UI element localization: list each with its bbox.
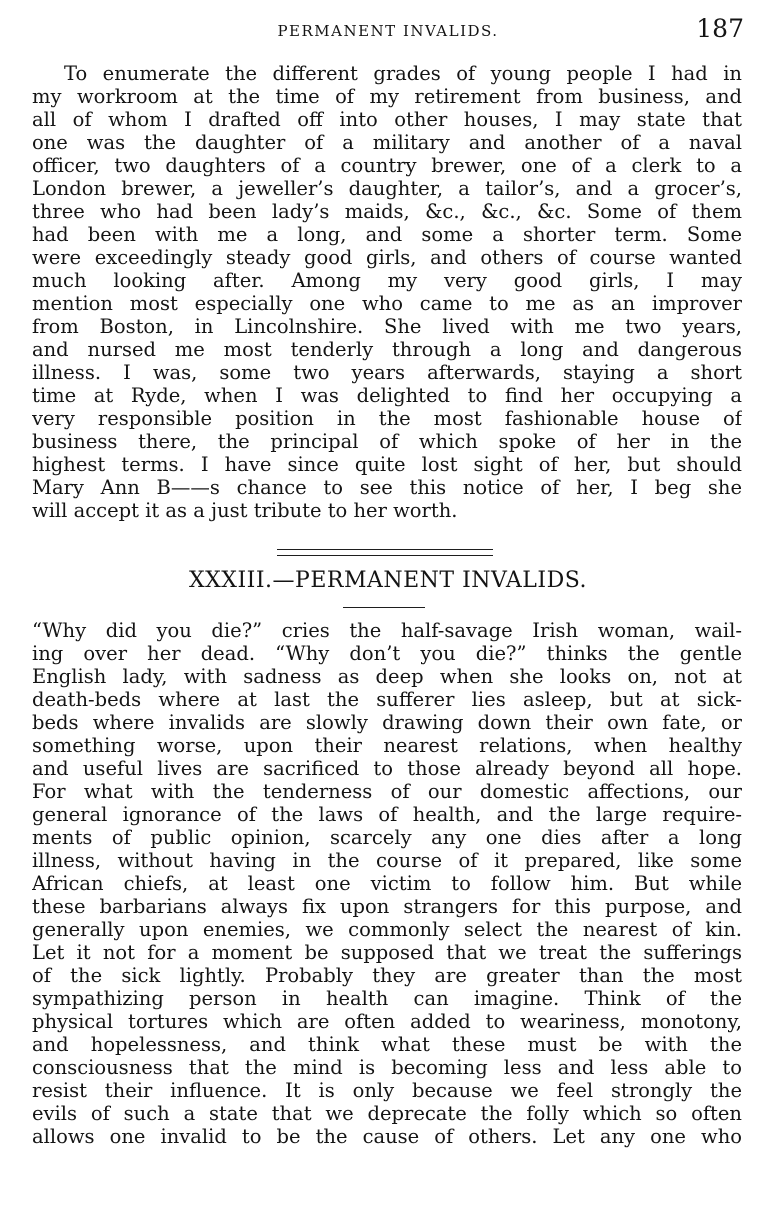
- text-line: sympathizing person in health can imagine. Think of the: [32, 987, 742, 1010]
- text-line: death-beds where at last the sufferer lies asleep, but at sick-: [32, 688, 742, 711]
- section-title: XXXIII.—PERMANENT INVALIDS.: [188, 568, 588, 593]
- text-line: mention most especially one who came to me as an improver: [32, 292, 742, 315]
- text-line: “Why did you die?” cries the half-savage Irish woman, wail-: [32, 619, 742, 642]
- text-line: Mary Ann B——s chance to see this notice of her, I beg she: [32, 476, 742, 499]
- page-number: 187: [696, 14, 744, 43]
- text-line: one was the daughter of a military and another of a naval: [32, 131, 742, 154]
- running-head: [30, 14, 746, 42]
- text-line: African chiefs, at least one victim to follow him. But while: [32, 872, 742, 895]
- text-line: London brewer, a jeweller’s daughter, a tailor’s, and a grocer’s,: [32, 177, 742, 200]
- text-line: illness. I was, some two years afterwards, staying a short: [32, 361, 742, 384]
- text-line: had been with me a long, and some a shorter term. Some: [32, 223, 742, 246]
- text-line: business there, the principal of which spoke of her in the: [32, 430, 742, 453]
- paragraph-permanent-invalids: [32, 619, 742, 1148]
- section-title-underline: [343, 607, 425, 608]
- text-line: and nursed me most tenderly through a long and dangerous: [32, 338, 742, 361]
- text-line: consciousness that the mind is becoming less and less able to: [32, 1056, 742, 1079]
- text-line: very responsible position in the most fashionable house of: [32, 407, 742, 430]
- text-line: ing over her dead. “Why don’t you die?” thinks the gentle: [32, 642, 742, 665]
- text-line: To enumerate the different grades of young people I had in: [64, 62, 742, 85]
- text-line: and useful lives are sacrificed to those already beyond all hope.: [32, 757, 742, 780]
- running-title: PERMANENT INVALIDS.: [277, 22, 499, 40]
- text-line: and hopelessness, and think what these must be with the: [32, 1033, 742, 1056]
- text-line: time at Ryde, when I was delighted to find her occupying a: [32, 384, 742, 407]
- text-line: ments of public opinion, scarcely any one dies after a long: [32, 826, 742, 849]
- paragraph-retirement-apprentices: [32, 62, 742, 522]
- text-line: evils of such a state that we deprecate the folly which so often: [32, 1102, 742, 1125]
- text-line: will accept it as a just tribute to her worth.: [32, 499, 458, 522]
- text-line: physical tortures which are often added to weariness, monotony,: [32, 1010, 742, 1033]
- text-line: were exceedingly steady good girls, and others of course wanted: [32, 246, 742, 269]
- text-line: illness, without having in the course of it prepared, like some: [32, 849, 742, 872]
- text-line: three who had been lady’s maids, &c., &c., &c. Some of them: [32, 200, 742, 223]
- text-line: resist their influence. It is only because we feel strongly the: [32, 1079, 742, 1102]
- text-line: For what with the tenderness of our domestic affections, our: [32, 780, 742, 803]
- text-line: beds where invalids are slowly drawing down their own fate, or: [32, 711, 742, 734]
- text-line: something worse, upon their nearest relations, when healthy: [32, 734, 742, 757]
- text-line: my workroom at the time of my retirement from business, and: [32, 85, 742, 108]
- text-line: all of whom I drafted off into other houses, I may state that: [32, 108, 742, 131]
- text-line: much looking after. Among my very good girls, I may: [32, 269, 742, 292]
- text-line: these barbarians always fix upon strangers for this purpose, and: [32, 895, 742, 918]
- text-line: generally upon enemies, we commonly select the nearest of kin.: [32, 918, 742, 941]
- text-line: English lady, with sadness as deep when she looks on, not at: [32, 665, 742, 688]
- text-line: Let it not for a moment be supposed that we treat the sufferings: [32, 941, 742, 964]
- text-line: officer, two daughters of a country brewer, one of a clerk to a: [32, 154, 742, 177]
- text-line: highest terms. I have since quite lost sight of her, but should: [32, 453, 742, 476]
- text-line: from Boston, in Lincolnshire. She lived with me two years,: [32, 315, 742, 338]
- text-line: of the sick lightly. Probably they are greater than the most: [32, 964, 742, 987]
- section-divider-double-rule: [277, 549, 493, 556]
- text-line: general ignorance of the laws of health, and the large require-: [32, 803, 742, 826]
- text-line: allows one invalid to be the cause of others. Let any one who: [32, 1125, 742, 1148]
